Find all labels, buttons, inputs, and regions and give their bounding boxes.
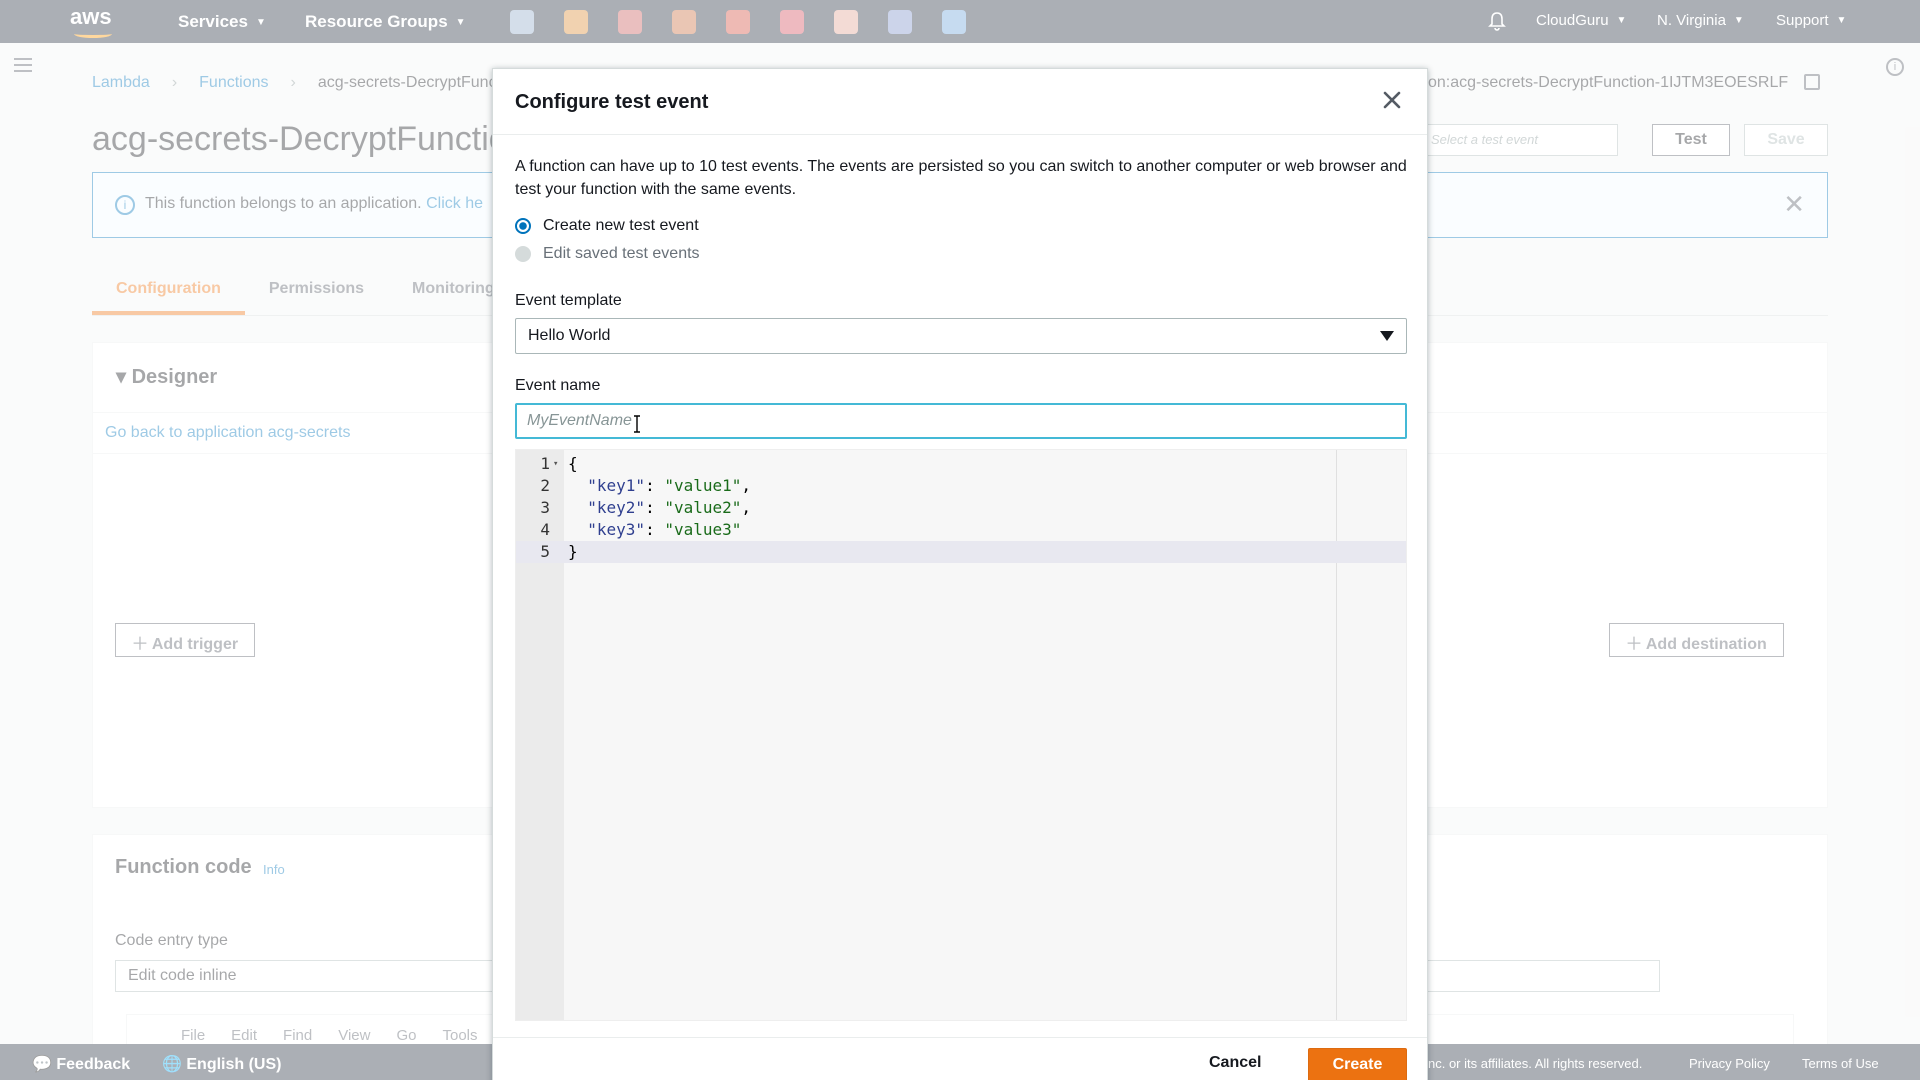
- fold-toggle-icon[interactable]: ▾: [553, 459, 559, 469]
- radio-create-label: Create new test event: [543, 217, 699, 234]
- json-separator: ,: [741, 476, 752, 495]
- json-key: "key1": [587, 476, 646, 495]
- event-json-editor[interactable]: [515, 449, 1407, 1021]
- create-button[interactable]: Create: [1308, 1048, 1407, 1080]
- code-brace: {: [568, 454, 578, 473]
- radio-create-new-test-event[interactable]: [515, 217, 699, 235]
- code-text: [568, 541, 578, 563]
- code-text: "key2": "value2",: [587, 498, 752, 517]
- event-template-value: Hello World: [528, 327, 611, 344]
- json-separator: ,: [741, 498, 752, 517]
- dialog-header: [493, 69, 1427, 135]
- json-value: "value2": [664, 498, 742, 517]
- code-line: [516, 475, 1406, 497]
- text-cursor-ibeam-icon: [632, 415, 642, 433]
- close-icon[interactable]: [1379, 87, 1405, 113]
- code-text: "key3": "value3": [587, 520, 742, 539]
- radio-edit-label: Edit saved test events: [543, 245, 700, 262]
- line-number: 3: [540, 498, 550, 517]
- cancel-button[interactable]: Cancel: [1193, 1046, 1277, 1080]
- event-name-input[interactable]: [515, 403, 1407, 439]
- json-key: "key3": [587, 520, 646, 539]
- line-number: 1: [540, 454, 550, 473]
- code-text: [568, 453, 578, 475]
- code-line: [516, 519, 1406, 541]
- event-template-label: Event template: [515, 292, 622, 309]
- radio-disabled-icon[interactable]: [515, 246, 531, 262]
- json-value: "value1": [664, 476, 742, 495]
- code-text: "key1": "value1",: [587, 476, 752, 495]
- code-line: [516, 453, 1406, 475]
- json-key: "key2": [587, 498, 646, 517]
- code-line: [516, 541, 1406, 563]
- code-line: [516, 497, 1406, 519]
- dialog-description: A function can have up to 10 test events. The events are persisted so you can switch to another computer or web browser and test your function with the same events.: [515, 158, 1407, 198]
- radio-edit-saved-test-events[interactable]: [515, 245, 700, 263]
- json-value: "value3": [664, 520, 742, 539]
- line-number: 5: [540, 542, 550, 561]
- line-number: 4: [540, 520, 550, 539]
- dialog-title: Configure test event: [515, 91, 709, 113]
- event-name-label: Event name: [515, 377, 601, 394]
- radio-selected-icon[interactable]: [515, 218, 531, 234]
- line-number: 2: [540, 476, 550, 495]
- dialog-footer: [493, 1037, 1427, 1080]
- caret-down-icon: [1380, 331, 1394, 341]
- event-template-select[interactable]: [515, 318, 1407, 354]
- code-brace: }: [568, 542, 578, 561]
- configure-test-event-dialog: [492, 68, 1428, 1080]
